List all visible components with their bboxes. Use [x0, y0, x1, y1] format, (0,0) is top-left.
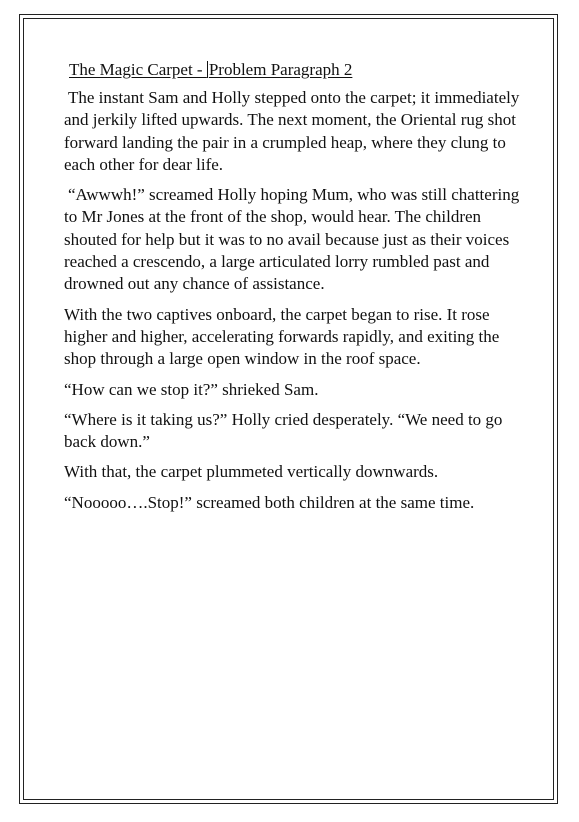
- paragraph-1: The instant Sam and Holly stepped onto the carpet; it immediately and jerkily lifted upwards. The next moment, the Oriental rug shot forward landing the pair in a crumpled heap, where they clung to each other for dear life.: [64, 88, 520, 174]
- paragraph-5: “Where is it taking us?” Holly cried desperately. “We need to go back down.”: [64, 409, 503, 452]
- document-title[interactable]: [69, 59, 524, 81]
- document-body[interactable]: [64, 59, 524, 522]
- text-cursor: [207, 61, 208, 78]
- paragraph-2: “Awwwh!” screamed Holly hoping Mum, who was still chattering to Mr Jones at the front of the shop, would hear. The children shouted for help but it was to no avail because just as their voices reached a crescendo, a large articulated lorry rumbled past and drowned out any chance of assistance.: [64, 185, 520, 294]
- paragraph-7: “Nooooo….Stop!” screamed both children at the same time.: [64, 492, 475, 512]
- paragraph-3: With the two captives onboard, the carpet began to rise. It rose higher and higher, accelerating forwards rapidly, and exiting the shop through a large open window in the roof space.: [64, 304, 500, 369]
- paragraph-4: “How can we stop it?” shrieked Sam.: [64, 379, 319, 399]
- title-part-1: The Magic Carpet -: [69, 60, 207, 79]
- paragraph-6: With that, the carpet plummeted vertically downwards.: [64, 462, 439, 482]
- title-part-2: Problem Paragraph 2: [208, 60, 353, 79]
